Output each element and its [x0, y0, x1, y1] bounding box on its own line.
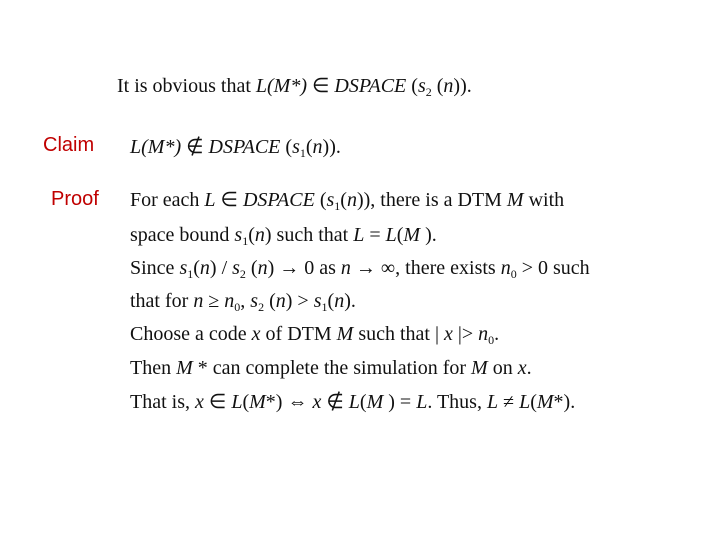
- math: x: [312, 391, 322, 413]
- math: L: [416, 391, 428, 413]
- text: (: [245, 257, 258, 279]
- math: n: [346, 189, 357, 211]
- text: > 0 such: [516, 257, 590, 279]
- text: (: [431, 75, 444, 97]
- math: M: [366, 391, 384, 413]
- math: L: [486, 391, 499, 413]
- text: ,: [240, 290, 251, 312]
- math: M: [176, 357, 193, 379]
- text: |>: [452, 323, 479, 345]
- text: (: [396, 224, 404, 246]
- text: of DTM: [260, 323, 337, 345]
- math: s: [292, 136, 300, 158]
- subscript: 2: [258, 300, 265, 314]
- obvious-statement: [117, 74, 472, 98]
- math: n: [275, 290, 286, 312]
- text: *) ⇔: [265, 391, 313, 413]
- text: → ∞, there exists: [350, 257, 501, 279]
- math: s: [313, 290, 322, 312]
- subscript: 0: [510, 267, 517, 281]
- math: n: [193, 290, 204, 312]
- text: ) =: [383, 391, 417, 413]
- text: ).: [344, 290, 356, 312]
- text: on: [487, 357, 518, 379]
- symbol: ≥: [203, 290, 225, 312]
- claim-label: Claim: [43, 134, 95, 156]
- math: n: [224, 290, 235, 312]
- text: .: [494, 323, 500, 345]
- math: L: [519, 391, 531, 413]
- proof-line-2: [130, 223, 437, 247]
- math: n: [340, 257, 351, 279]
- text: (: [314, 189, 327, 211]
- text: (: [305, 136, 313, 158]
- math: M: [336, 323, 354, 345]
- symbol: ∉: [181, 136, 209, 158]
- math: x: [443, 323, 453, 345]
- text: ).: [420, 224, 437, 246]
- math: s: [250, 290, 259, 312]
- math: L(M*): [255, 75, 307, 97]
- math: x: [195, 391, 204, 413]
- text: Then: [130, 357, 177, 379]
- text: It is obvious that: [117, 75, 256, 97]
- text: Since: [130, 257, 180, 279]
- text: such that |: [353, 323, 444, 345]
- subscript: 2: [425, 85, 432, 99]
- math: s: [326, 189, 335, 211]
- text: (: [340, 189, 347, 211]
- math: x: [251, 323, 261, 345]
- subscript: 1: [187, 267, 194, 281]
- text: (: [242, 391, 250, 413]
- proof-line-5: [130, 322, 499, 346]
- symbol: ≠: [498, 391, 520, 413]
- proof-label: Proof: [51, 188, 99, 210]
- text: (: [406, 75, 418, 97]
- math: n: [478, 323, 489, 345]
- subscript: 1: [299, 146, 306, 160]
- math: s: [234, 224, 243, 246]
- proof-line-3: [130, 256, 590, 280]
- symbol: ∉: [321, 391, 349, 413]
- math: n: [334, 290, 345, 312]
- math: x: [517, 357, 527, 379]
- math: M: [249, 391, 266, 413]
- text: with: [523, 189, 565, 211]
- text: ) such that: [264, 224, 354, 246]
- math: L: [231, 391, 243, 413]
- math: n: [257, 257, 268, 279]
- text: space bound: [130, 224, 235, 246]
- proof-line-1: [130, 188, 564, 212]
- math: M: [536, 391, 554, 413]
- subscript: 0: [234, 300, 241, 314]
- subscript: 1: [334, 199, 341, 213]
- text: Choose a code: [130, 323, 252, 345]
- text: )), there is a DTM: [356, 189, 507, 211]
- proof-line-7: [130, 390, 575, 414]
- symbol: ∈: [215, 189, 243, 211]
- text: (: [193, 257, 200, 279]
- text: (: [327, 290, 335, 312]
- math: n: [199, 257, 210, 279]
- subscript: 1: [242, 234, 249, 248]
- subscript: 0: [488, 333, 495, 347]
- math: n: [500, 257, 511, 279]
- text: ) >: [285, 290, 314, 312]
- math: M: [471, 357, 488, 379]
- math: n: [443, 75, 454, 97]
- text: That is,: [130, 391, 195, 413]
- math: n: [312, 136, 323, 158]
- text: * can complete the simulation for: [192, 357, 472, 379]
- symbol: ∈: [203, 391, 232, 413]
- proof-line-4: [130, 289, 356, 313]
- text: *).: [553, 391, 576, 413]
- math: M: [403, 224, 421, 246]
- claim-statement: [130, 135, 341, 159]
- math: M: [506, 189, 524, 211]
- math: DSPACE: [334, 75, 407, 97]
- proof-line-6: [130, 356, 532, 380]
- text: For each: [130, 189, 205, 211]
- math: s: [417, 75, 426, 97]
- math: n: [254, 224, 265, 246]
- text: )).: [322, 136, 341, 158]
- math: s: [232, 257, 240, 279]
- math: L(M*): [130, 136, 182, 158]
- math: L: [353, 224, 365, 246]
- text: (: [359, 391, 367, 413]
- text: .: [526, 357, 532, 379]
- symbol: ∈: [307, 75, 335, 97]
- text: that for: [130, 290, 194, 312]
- text: ) /: [209, 257, 233, 279]
- math: s: [179, 257, 188, 279]
- subscript: 1: [321, 300, 328, 314]
- subscript: 2: [239, 267, 246, 281]
- text: . Thus,: [427, 391, 487, 413]
- math: L: [348, 391, 360, 413]
- text: ) → 0 as: [267, 257, 341, 279]
- math: DSPACE: [242, 189, 315, 211]
- text: (: [248, 224, 255, 246]
- text: =: [364, 224, 386, 246]
- text: )).: [453, 75, 472, 97]
- text: (: [530, 391, 537, 413]
- math: L: [385, 224, 397, 246]
- math: L: [204, 189, 216, 211]
- text: (: [264, 290, 276, 312]
- text: (: [280, 136, 293, 158]
- math: DSPACE: [208, 136, 281, 158]
